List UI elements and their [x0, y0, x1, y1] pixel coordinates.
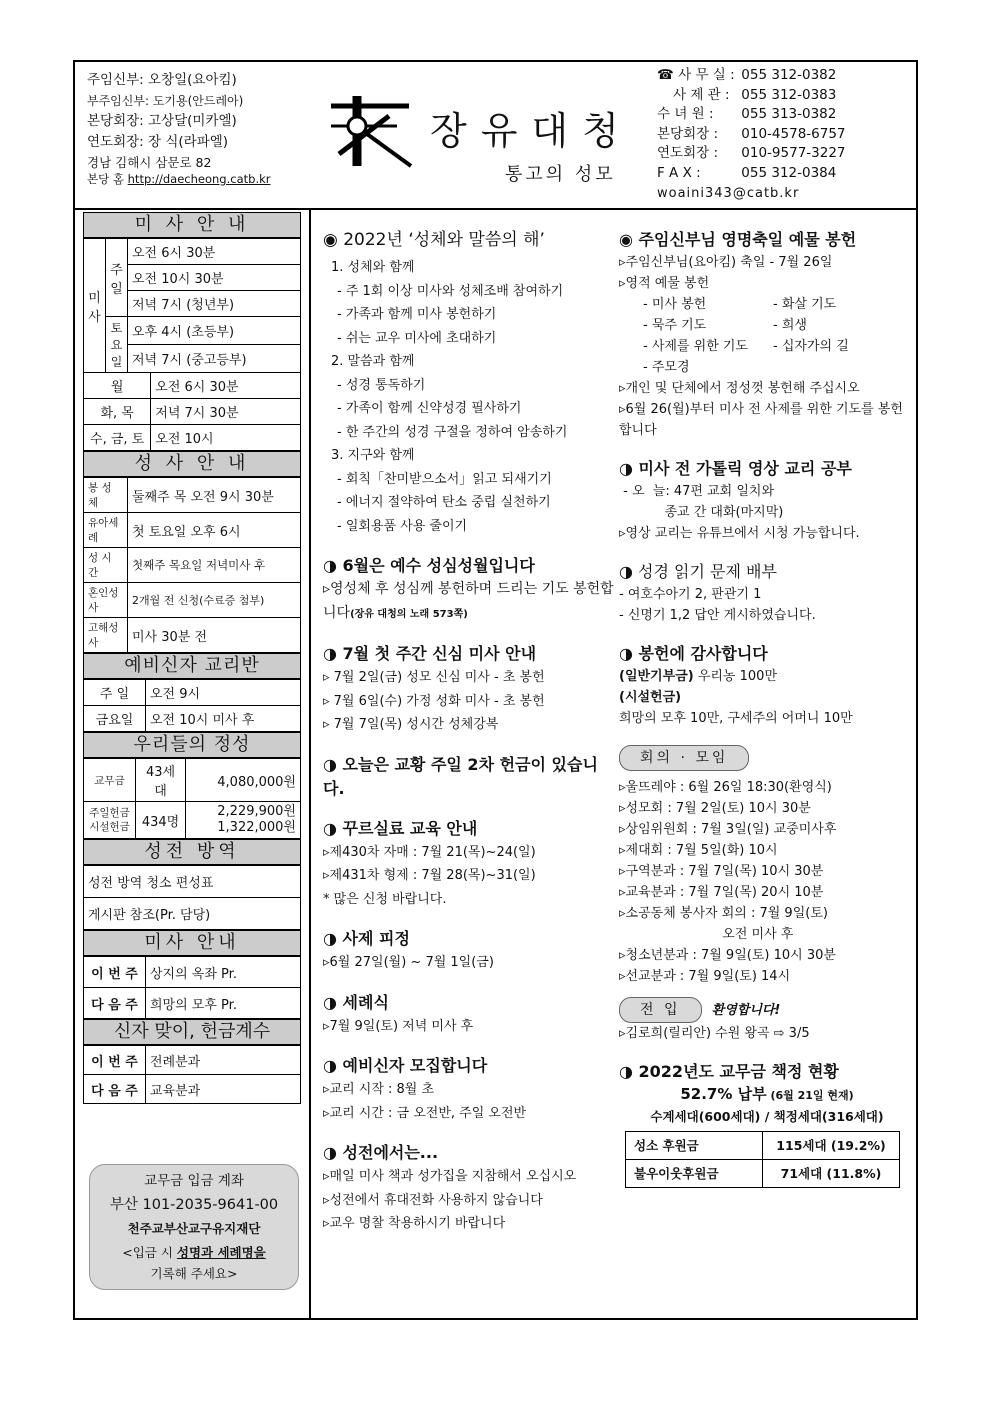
mass-table: [83, 238, 301, 451]
contact-row: 사 제 관 : 055 312-0383: [673, 86, 837, 103]
donation-general: (일반기부금) 우리농 100만: [619, 669, 777, 684]
sunday-time: 오전 6시 30분: [128, 239, 301, 265]
offering-item: - 희생: [773, 318, 807, 333]
sunday-label: 주 일: [106, 239, 128, 317]
greet-week: 이 번 주: [84, 1046, 146, 1075]
offering-item: - 묵주 기도: [643, 318, 707, 333]
home-link[interactable]: http://daecheong.catb.kr: [127, 172, 271, 186]
support-value: 71세대 (11.8%): [763, 1160, 900, 1188]
baptism-line: ▹7월 9일(토) 저녁 미사 후: [323, 1018, 474, 1034]
clergy-president: 본당회장: 고상달(미카엘): [87, 113, 237, 129]
feast-line: ▹개인 및 단체에서 정성껏 봉헌해 주십시오: [619, 381, 860, 396]
sacrament-name: 유아세례: [84, 513, 128, 548]
contact-row: 본당회장 : 010-4578-6757: [657, 125, 846, 142]
theme-item: - 일회용품 사용 줄이기: [337, 518, 468, 534]
first-week-line: ▹ 7월 7일(목) 성시간 성체강복: [323, 717, 499, 732]
middle-column: [323, 228, 619, 1236]
catechumen-line: ▹교리 시작 : 8월 초: [323, 1082, 435, 1097]
offering-label: 주일헌금 시설헌금: [84, 802, 136, 839]
theme-item: - 가족이 함께 신약성경 필사하기: [337, 401, 522, 416]
offering-label: 교무금: [84, 759, 136, 802]
sunday-time: 오전 10시 30분: [128, 265, 301, 291]
feast-line: ▹주임신부님(요아킴) 축일 - 7월 26일: [619, 255, 833, 270]
mass-info-title: 미 사 안 내: [83, 212, 301, 238]
sacrament-name: 혼인성사: [84, 583, 128, 618]
weekday-day: 월: [84, 373, 151, 399]
meeting-item: ▹교육분과 : 7월 7일(목) 20시 10분: [619, 885, 824, 900]
quarantine-row: 게시판 참조(Pr. 담당): [84, 898, 301, 930]
bible-quiz-line: - 신명기 1,2 답안 게시하였습니다.: [619, 608, 816, 623]
home-row: 본당 홈 http://daecheong.catb.kr: [87, 172, 271, 186]
church-rules-title: ◑ 성전에서는...: [323, 1143, 439, 1162]
weekday-time: 오전 6시 30분: [151, 373, 301, 399]
duty-week: 다 음 주: [84, 988, 146, 1019]
quarantine-row: 성전 방역 청소 편성표: [84, 866, 301, 898]
donation-facility-label: (시설헌금): [619, 690, 682, 705]
address: 경남 김해시 삼문로 82: [87, 155, 212, 170]
weekday-day: 화, 목: [84, 399, 151, 425]
feast-line: ▹영적 예물 봉헌: [619, 276, 710, 291]
meetings-list: [619, 777, 915, 987]
meeting-item: ▹청소년분과 : 7월 9일(토) 10시 30분: [619, 948, 836, 963]
theme-item: - 주 1회 이상 미사와 성체조배 참여하기: [337, 283, 564, 299]
clergy-block: [87, 70, 270, 187]
offering-count: 434명: [136, 802, 186, 839]
weekday-time: 오전 10시: [151, 425, 301, 451]
account-number: 부산 101-2035-9641-00: [109, 1197, 279, 1213]
church-rule: ▹교우 명찰 착용하시기 바랍니다: [323, 1216, 506, 1231]
sacrament-name: 성 시 간: [84, 548, 128, 583]
sacrament-table: [83, 477, 301, 653]
bible-quiz-title: ◑ 성경 읽기 문제 배부: [619, 562, 777, 581]
contact-block: [657, 66, 846, 203]
sacrament-info: 첫째주 목요일 저녁미사 후: [128, 548, 301, 583]
sacrament-info: 2개월 전 신청(수료증 첨부): [128, 583, 301, 618]
catechism-day: 주 일: [84, 680, 146, 706]
tithe-rate: 52.7% 납부 (6월 21일 현재): [680, 1085, 854, 1103]
theme-item: 2. 말씀과 함께: [331, 354, 415, 369]
offering-item: - 미사 봉헌: [643, 297, 707, 312]
parish-title: 장유대청: [430, 109, 633, 153]
saturday-time: 오후 4시 (초등부): [128, 317, 301, 345]
spiritual-offerings: [643, 294, 849, 378]
retreat-line: ▹6월 27일(월) ~ 7월 1일(금): [323, 955, 494, 970]
first-week-line: ▹ 7월 6일(수) 가정 성화 미사 - 초 봉헌: [323, 693, 545, 709]
clergy-prayer-leader: 연도회장: 장 식(라파엘): [87, 133, 229, 150]
welcome-text: 환영합니다!: [711, 1003, 781, 1018]
baptism-title: ◑ 세례식: [323, 992, 389, 1012]
video-line: - 오 늘: 47편 교회 일치와: [619, 484, 775, 499]
offering-amount: 4,080,000원: [186, 759, 301, 802]
retreat-title: ◑ 사제 피정: [323, 929, 410, 948]
offering-table: [83, 758, 301, 839]
meeting-item: ▹구역분과 : 7월 7일(목) 10시 30분: [619, 864, 824, 879]
catechumen-line: ▹교리 시간 : 금 오전반, 주일 오전반: [323, 1105, 527, 1121]
cursillo-line: * 많은 신청 바랍니다.: [323, 891, 447, 907]
catechumen-title: ◑ 예비신자 모집합니다: [323, 1056, 488, 1075]
offering-title: 우리들의 정성: [83, 732, 301, 758]
duty-week: 이 번 주: [84, 957, 146, 988]
saturday-time: 저녁 7시 (중고등부): [128, 345, 301, 373]
meeting-item: ▹울뜨레야 : 6월 26일 18:30(환영식): [619, 780, 832, 795]
greeting-table: [83, 1045, 301, 1104]
meeting-item: ▹제대회 : 7월 5일(화) 10시: [619, 843, 778, 858]
support-label: 불우이웃후원금: [626, 1160, 763, 1188]
support-label: 성소 후원금: [626, 1132, 763, 1160]
offering-item: - 화살 기도: [773, 297, 837, 312]
first-week-line: ▹ 7월 2일(금) 성모 신심 미사 - 초 봉헌: [323, 670, 545, 685]
offering-count: 43세대: [136, 759, 186, 802]
sacrament-name: 고해성사: [84, 618, 128, 653]
theme-item: - 회칙「찬미받으소서」읽고 되새기기: [337, 471, 552, 487]
theme-item: 1. 성체와 함께: [331, 260, 415, 275]
saturday-label: 토 요 일: [106, 317, 128, 373]
account-owner: 천주교부산교구유지재단: [127, 1221, 261, 1236]
video-line: 종교 간 대화(마지막): [619, 505, 784, 520]
quarantine-title: 성전 방역: [83, 839, 301, 865]
feast-line: ▹6월 26(월)부터 미사 전 사제를 위한 기도를 봉헌합니다: [619, 402, 903, 438]
greet-group: 전례분과: [146, 1046, 301, 1075]
theme-item: - 성경 통독하기: [337, 377, 426, 393]
move-in-line: ▹김로희(릴리안) 수원 왕곡 ⇨ 3/5: [619, 1026, 810, 1041]
meeting-item: ▹선교분과 : 7월 9일(토) 14시: [619, 969, 791, 984]
parish-subtitle: 통고의 성모: [505, 164, 616, 185]
theme-item: - 한 주간의 성경 구절을 정하여 암송하기: [337, 424, 568, 440]
weekday-day: 수, 금, 토: [84, 425, 151, 451]
year-theme-title: ◉ 2022년 ‘성체와 말씀의 해’: [323, 230, 545, 250]
meeting-item: ▹성모회 : 7월 2일(토) 10시 30분: [619, 801, 811, 816]
offering-item: - 사제를 위한 기도: [643, 339, 748, 354]
feast-offering-title: ◉ 주임신부님 영명축일 예물 봉헌: [619, 230, 857, 249]
email: woaini343@catb.kr: [657, 185, 800, 201]
catechism-title: 예비신자 교리반: [83, 653, 301, 679]
cursillo-line: ▹제430차 자매 : 7월 21(목)~24(일): [323, 844, 536, 860]
sunday-time: 저녁 7시 (청년부): [128, 291, 301, 317]
right-column: [619, 228, 915, 1188]
contact-row: F A X : 055 312-0384: [657, 164, 837, 181]
theme-item: - 가족과 함께 미사 봉헌하기: [337, 307, 497, 322]
theme-item: - 쉬는 교우 미사에 초대하기: [337, 330, 497, 346]
move-in-badge: 전 입: [619, 997, 702, 1023]
account-title: 교무금 입금 계좌: [144, 1173, 244, 1189]
clergy-pastor: 주임신부: 오창일(요아킴): [87, 72, 237, 88]
greet-group: 교육분과: [146, 1075, 301, 1104]
sacrament-info: 미사 30분 전: [128, 618, 301, 653]
tithe-households: 수계세대(600세대) / 책정세대(316세대): [650, 1109, 884, 1124]
bulletin-frame: [73, 60, 918, 1320]
duty-group: 희망의 모후 Pr.: [146, 988, 301, 1019]
cross-logo-icon: [327, 94, 413, 168]
first-week-mass-title: ◑ 7월 첫 주간 신심 미사 안내: [323, 644, 537, 663]
move-in-row: [619, 997, 915, 1023]
thanks-title: ◑ 봉헌에 감사합니다: [619, 644, 768, 663]
meeting-item: ▹상임위원회 : 7월 3일(일) 교중미사후: [619, 822, 837, 837]
mass-label: 미 사: [84, 239, 106, 373]
catechism-time: 오전 9시: [146, 680, 301, 706]
sacrament-info: 둘째주 목 오전 9시 30분: [128, 478, 301, 513]
mass-duty-title: 미사 안내: [83, 930, 301, 956]
duty-group: 상지의 옥좌 Pr.: [146, 957, 301, 988]
theme-item: - 에너지 절약하여 탄소 중립 실천하기: [337, 495, 551, 510]
catechism-table: [83, 679, 301, 732]
video-line: ▹영상 교리는 유튜브에서 시청 가능합니다.: [619, 526, 860, 541]
contact-row: ☎ 사 무 실 : 055 312-0382: [657, 67, 837, 83]
cursillo-title: ◑ 꾸르실료 교육 안내: [323, 818, 478, 838]
greet-week: 다 음 주: [84, 1075, 146, 1104]
sacred-heart-text: ▹영성체 후 성심께 봉헌하며 드리는 기도 봉헌합니다(장유 대청의 노래 573쪽): [323, 581, 614, 621]
year-theme-list: [323, 256, 619, 538]
catechism-day: 금요일: [84, 706, 146, 732]
offering-amount: 2,229,900원 1,322,000원: [186, 802, 301, 839]
account-note: <입금 시 성명과 세례명을: [122, 1245, 266, 1260]
video-catechism-title: ◑ 미사 전 가톨릭 영상 교리 공부: [619, 459, 852, 478]
offering-item: - 십자가의 길: [773, 339, 849, 354]
meetings-badge: 회의 · 모임: [619, 745, 749, 771]
support-value: 115세대 (19.2%): [763, 1132, 900, 1160]
catechism-time: 오전 10시 미사 후: [146, 706, 301, 732]
sacrament-info: 첫 토요일 오후 6시: [128, 513, 301, 548]
header: [75, 62, 916, 210]
contact-row: 수 녀 원 : 055 313-0382: [657, 106, 837, 123]
quarantine-table: [83, 865, 301, 930]
left-column: [83, 212, 301, 1104]
contact-row: 연도회장 : 010-9577-3227: [657, 145, 846, 162]
clergy-assistant: 부주임신부: 도기용(안드레아): [87, 93, 244, 108]
church-rule: ▹매일 미사 책과 성가집을 지참해서 오십시오: [323, 1169, 577, 1184]
theme-item: 3. 지구와 함께: [331, 448, 415, 463]
bank-account-box: [89, 1164, 299, 1290]
sacrament-name: 봉 성 체: [84, 478, 128, 513]
sacrament-title: 성 사 안 내: [83, 451, 301, 477]
mass-duty-table: [83, 956, 301, 1019]
church-rule: ▹성전에서 휴대전화 사용하지 않습니다: [323, 1192, 543, 1208]
support-table: [625, 1131, 900, 1188]
pope-sunday-title: ◑ 오늘은 교황 주일 2차 헌금이 있습니다.: [323, 754, 598, 798]
cursillo-line: ▹제431차 형제 : 7월 28(목)~31(일): [323, 868, 536, 883]
meeting-item: 오전 미사 후: [619, 927, 794, 942]
column-divider: [309, 208, 311, 1320]
offering-item: - 주모경: [643, 360, 690, 375]
donation-facility: 희망의 모후 10만, 구세주의 어머니 10만: [619, 711, 853, 726]
greeting-title: 신자 맞이, 헌금계수: [83, 1019, 301, 1045]
sacred-heart-title: ◑ 6월은 예수 성심성월입니다: [323, 556, 535, 575]
meeting-item: ▹소공동체 봉사자 회의 : 7월 9일(토): [619, 906, 828, 921]
weekday-time: 저녁 7시 30분: [151, 399, 301, 425]
account-note2: 기록해 주세요>: [150, 1266, 238, 1281]
bible-quiz-line: - 여호수아기 2, 판관기 1: [619, 587, 762, 602]
tithe-status-title: ◑ 2022년도 교무금 책정 현황: [619, 1062, 839, 1081]
